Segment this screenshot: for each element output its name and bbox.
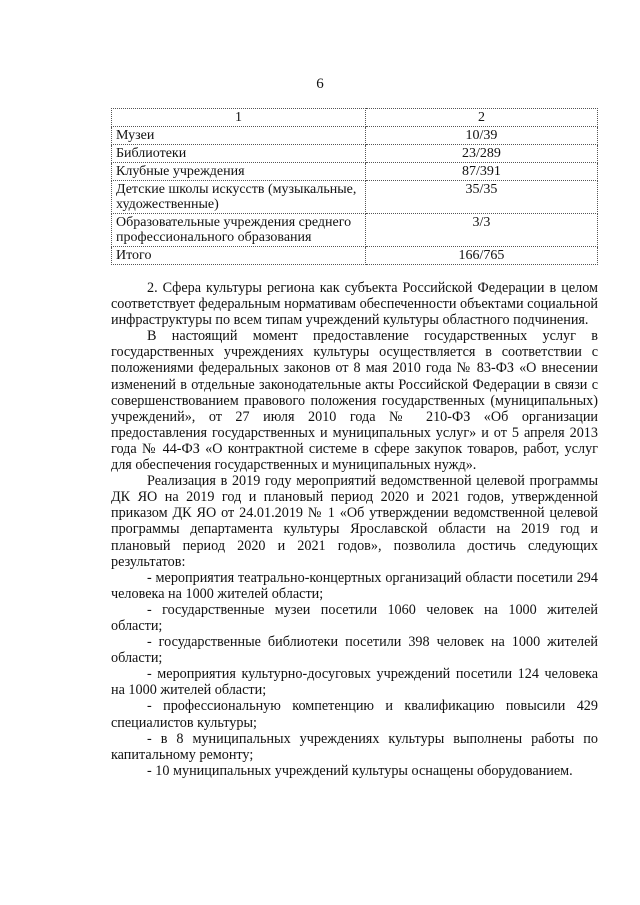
institutions-table xyxy=(111,108,598,265)
table-row xyxy=(112,214,598,247)
table-header-cell: 2 xyxy=(366,109,598,127)
table-row xyxy=(112,163,598,181)
table-cell-value: 166/765 xyxy=(366,247,598,265)
table-row xyxy=(112,181,598,214)
table-header-row xyxy=(112,109,598,127)
table-cell-value: 10/39 xyxy=(366,127,598,145)
result-item: - государственные библиотеки посетили 398 человек на 1000 жителей области; xyxy=(111,634,598,667)
result-item: - в 8 муниципальных учреждениях культуры выполнены работы по капитальному ремонту; xyxy=(111,730,598,763)
table-cell-name: Музеи xyxy=(112,127,366,145)
result-item: - государственные музеи посетили 1060 человек на 1000 жителей области; xyxy=(111,601,598,634)
result-item: - мероприятия театрально-концертных организаций области посетили 294 человека на 1000 жителей области; xyxy=(111,569,598,602)
result-item: - 10 муниципальных учреждений культуры оснащены оборудованием. xyxy=(147,762,573,779)
table-total-row xyxy=(112,247,598,265)
table-cell-name: Образовательные учреждения среднего профессионального образования xyxy=(112,214,366,247)
table-cell-name: Клубные учреждения xyxy=(112,163,366,181)
table-cell-value: 3/3 xyxy=(366,214,598,247)
table-cell-value: 35/35 xyxy=(366,181,598,214)
table-cell-value: 87/391 xyxy=(366,163,598,181)
result-item: - профессиональную компетенцию и квалификацию повысили 429 специалистов культуры; xyxy=(111,698,598,731)
paragraph: 2. Сфера культуры региона как субъекта Российской Федерации в целом соответствует федеральным нормативам обеспеченности объектами социальной инфраструктуры по всем типам учреждений культуры областного подчинения. xyxy=(111,280,598,329)
paragraph: В настоящий момент предоставление государственных услуг в государственных учреждениях культуры осуществляется в соответствии с положениями федеральных законов от 8 мая 2010 года № 83-ФЗ «О внесении изменений в отдельные законодательные акты Российской Федерации в связи с совершенствованием правового положения государственных (муниципальных) учреждений», от 27 июля 2010 года № 210-ФЗ «Об организации предоставления государственных и муниципальных услуг» и от 5 апреля 2013 года № 44-ФЗ «О контрактной системе в сфере закупок товаров, работ, услуг для обеспечения государственных и муниципальных нужд». xyxy=(111,328,598,474)
table-header-cell: 1 xyxy=(112,109,366,127)
result-item: - мероприятия культурно-досуговых учреждений посетили 124 человека на 1000 жителей области; xyxy=(111,666,598,699)
page-number: 6 xyxy=(316,76,324,92)
document-body xyxy=(111,280,598,779)
paragraph: Реализация в 2019 году мероприятий ведомственной целевой программы ДК ЯО на 2019 год и плановый период 2020 и 2021 годов, утвержденной приказом ДК ЯО от 24.01.2019 № 1 «Об утверждении ведомственной целевой программы департамента культуры Ярославской области на 2019 год и плановый период 2020 и 2021 годов», позволила достичь следующих результатов: xyxy=(111,473,598,570)
table-row xyxy=(112,127,598,145)
table-row xyxy=(112,145,598,163)
table-cell-value: 23/289 xyxy=(366,145,598,163)
table-cell-name: Библиотеки xyxy=(112,145,366,163)
table-cell-name: Итого xyxy=(112,247,366,265)
table-cell-name: Детские школы искусств (музыкальные, художественные) xyxy=(112,181,366,214)
